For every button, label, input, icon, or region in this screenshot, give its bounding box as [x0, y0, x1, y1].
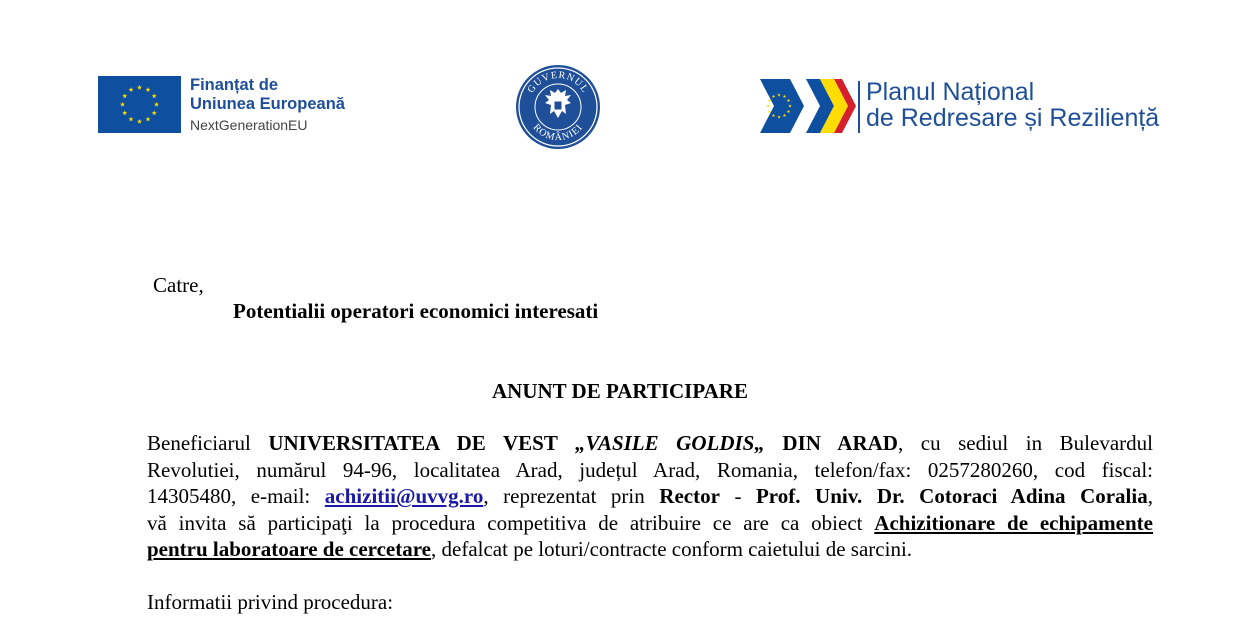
romanian-government-seal: [513, 64, 603, 150]
eu-logo-line1: Finanțat de: [190, 76, 279, 94]
announcement-paragraph: [147, 430, 1153, 563]
pnrr-line1: Planul Național: [866, 78, 1035, 106]
pnrr-chevron-flags-icon: [760, 79, 856, 133]
paragraph-line-1: Beneficiarul UNIVERSITATEA DE VEST „VASILE GOLDIS„ DIN ARAD, cu sediul in Bulevardul: [147, 431, 1153, 455]
document-header: [0, 0, 1240, 170]
rector-name: Prof. Univ. Dr. Cotoraci Adina Coralia: [755, 484, 1148, 508]
paragraph-line-2: Revolutiei, numărul 94-96, localitatea Arad, județul Arad, Romania, telefon/fax: 0257280260, cod fiscal:: [147, 457, 1153, 482]
paragraph-line-4: vă invita să participaţi la procedura competitiva de atribuire ce are ca obiect Achizitionare de echipamente: [147, 510, 1153, 535]
recipient: Potentialii operatori economici interesati: [233, 299, 599, 323]
pnrr-separator: [858, 81, 860, 133]
pnrr-line2: de Redresare și Reziliență: [866, 104, 1160, 132]
eu-star: [766, 104, 769, 107]
email-link[interactable]: achizitii@uvvg.ro: [324, 484, 484, 508]
procedure-info-heading: Informatii privind procedura:: [147, 590, 394, 614]
organization-name: UNIVERSITATEA DE VEST: [268, 431, 575, 455]
eu-logo-line3: NextGenerationEU: [190, 117, 308, 133]
document-title: ANUNT DE PARTICIPARE: [492, 379, 748, 403]
svg-text:ROMÂNIEI: ROMÂNIEI: [530, 121, 586, 144]
procurement-object: Achizitionare de echipamente: [874, 510, 1153, 535]
paragraph-line-3: 14305480, e-mail: achizitii@uvvg.ro, reprezentat prin Rector - Prof. Univ. Dr. Cotoraci Adina Coralia,: [147, 484, 1153, 508]
svg-text:GUVERNUL: GUVERNUL: [525, 69, 591, 96]
procurement-object-cont: pentru laboratoare de cercetare: [147, 537, 431, 561]
eu-flag-icon: [98, 76, 181, 133]
salutation: Catre,: [153, 273, 204, 297]
rector-title: Rector: [659, 484, 720, 508]
eu-logo-line2: Uniunea Europeană: [190, 95, 345, 113]
paragraph-line-5: pentru laboratoare de cercetare, defalcat pe loturi/contracte conform caietului de sarcini.: [147, 537, 913, 561]
organization-quote: „VASILE GOLDIS„: [575, 431, 765, 455]
